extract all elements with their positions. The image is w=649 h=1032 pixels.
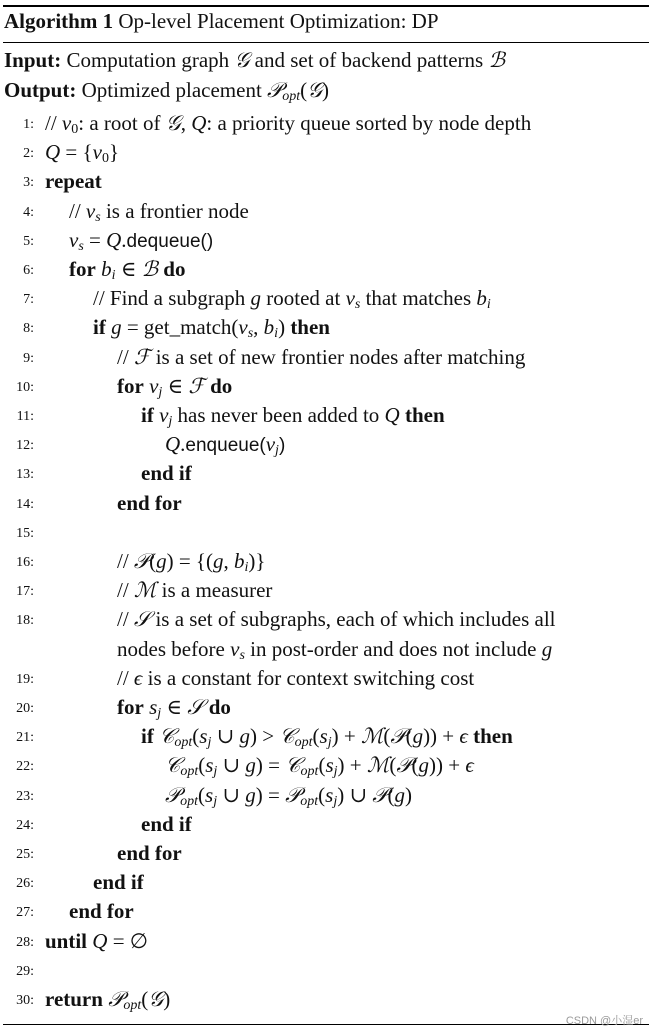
code-text: $𝒞_{opt}(s_j$ ∪ $g) = 𝒞_{opt}(s_j)$ + ℳ(𝒫(g)) + ϵ: [165, 753, 474, 780]
line-number: 13:: [16, 467, 34, 483]
code-text: end for: [69, 899, 134, 924]
input-line: [4, 48, 505, 73]
code-text: // 𝒮 is a set of subgraphs, each of which includes all: [117, 607, 556, 632]
line-number: 26:: [16, 876, 34, 892]
line-number: 23:: [16, 788, 34, 804]
code-text: // $v_0$: a root of 𝒢, Q: a priority queue sorted by node depth: [45, 111, 532, 137]
top-rule: [3, 5, 649, 7]
line-number: 28:: [16, 934, 34, 950]
line-number: 4:: [23, 204, 34, 220]
line-number: 30:: [16, 993, 34, 1008]
code-text: // ϵ is a constant for context switching cost: [117, 665, 475, 690]
code-text: repeat: [45, 169, 102, 194]
line-number: 1:: [23, 117, 34, 132]
line-number: 6:: [23, 263, 34, 278]
code-text: end for: [117, 490, 182, 515]
line-number: 20:: [16, 701, 34, 716]
line-number: 21:: [16, 730, 34, 746]
line-number: 12:: [16, 438, 34, 454]
line-number: 11:: [16, 409, 34, 424]
input-text: Computation graph 𝒢 and set of backend patterns ℬ: [66, 48, 505, 72]
code-text: for $v_j$ ∈ ℱ do: [117, 373, 233, 400]
line-number: 14:: [16, 496, 34, 512]
code-text: end if: [93, 870, 144, 895]
code-text: $Q = \{v_0\}$: [45, 140, 120, 167]
line-number: 29:: [16, 963, 34, 979]
line-number: 3:: [23, 175, 34, 191]
code-text: // $v_s$ is a frontier node: [69, 198, 249, 225]
bottom-rule: [3, 1024, 649, 1025]
code-text: end for: [117, 841, 182, 865]
line-number: 10:: [16, 379, 34, 395]
output-line: [4, 78, 329, 103]
line-number: 22:: [16, 759, 34, 775]
code-text: // Find a subgraph g rooted at $v_s$ that matches $b_i$: [93, 286, 491, 313]
code-text: $Q.enqueue(v_j)$: [165, 432, 286, 459]
line-number: 9:: [23, 350, 34, 366]
code-text: $v_s$ = Q.dequeue(): [69, 227, 214, 254]
line-number: 15:: [16, 525, 34, 541]
line-number: 2:: [23, 146, 34, 162]
line-number: 19:: [16, 671, 34, 687]
code-text: end if: [141, 811, 192, 836]
algorithm-title: [4, 9, 439, 34]
line-number: 16:: [16, 555, 34, 570]
code-text: for $s_j$ ∈ 𝒮 do: [117, 695, 231, 721]
code-text: end if: [141, 461, 192, 486]
line-number: 7:: [23, 292, 34, 308]
line-number: 25:: [16, 847, 34, 862]
code-text: return 𝒫$_{opt}$(𝒢): [45, 987, 171, 1013]
line-number: 17:: [16, 584, 34, 600]
code-text: until Q = ∅: [45, 928, 149, 953]
line-number: 24:: [16, 817, 34, 833]
code-text: if $g = get\_match(v_s$, $b_i$) then: [93, 315, 330, 342]
code-text: // ℱ is a set of new frontier nodes after matching: [117, 344, 526, 369]
code-text: $𝒫_{opt}(s_j$ ∪ $g) = 𝒫_{opt}(s_j)$ ∪ 𝒫(g): [165, 782, 412, 809]
output-label: Output:: [4, 78, 77, 102]
line-number: 8:: [23, 321, 34, 337]
watermark: CSDN @小湿er: [565, 1015, 643, 1027]
code-text: if $𝒞_{opt}(s_j$ ∪ $g) > 𝒞_{opt}(s_j)$ + ℳ(𝒫(g)) + ϵ then: [141, 724, 513, 751]
algorithm-label: Algorithm 1: [4, 9, 114, 33]
line-number: 18:: [16, 613, 34, 629]
code-text: if $v_j$ has never been added to Q then: [141, 403, 445, 429]
input-label: Input:: [4, 48, 62, 72]
line-number: 27:: [16, 905, 34, 921]
algorithm-name: Op-level Placement Optimization: DP: [118, 9, 439, 33]
code-text: for $b_i$ ∈ ℬ do: [69, 257, 186, 283]
code-text: // 𝒫(g) = {(g, $b_i$)}: [117, 549, 266, 575]
line-number: 5:: [23, 233, 34, 249]
title-rule: [3, 42, 649, 43]
code-text: nodes before $v_s$ in post-order and does not include g: [117, 636, 553, 663]
output-text: Optimized placement 𝒫$_{opt}$(𝒢): [81, 78, 330, 104]
code-text: // ℳ is a measurer: [117, 578, 273, 603]
